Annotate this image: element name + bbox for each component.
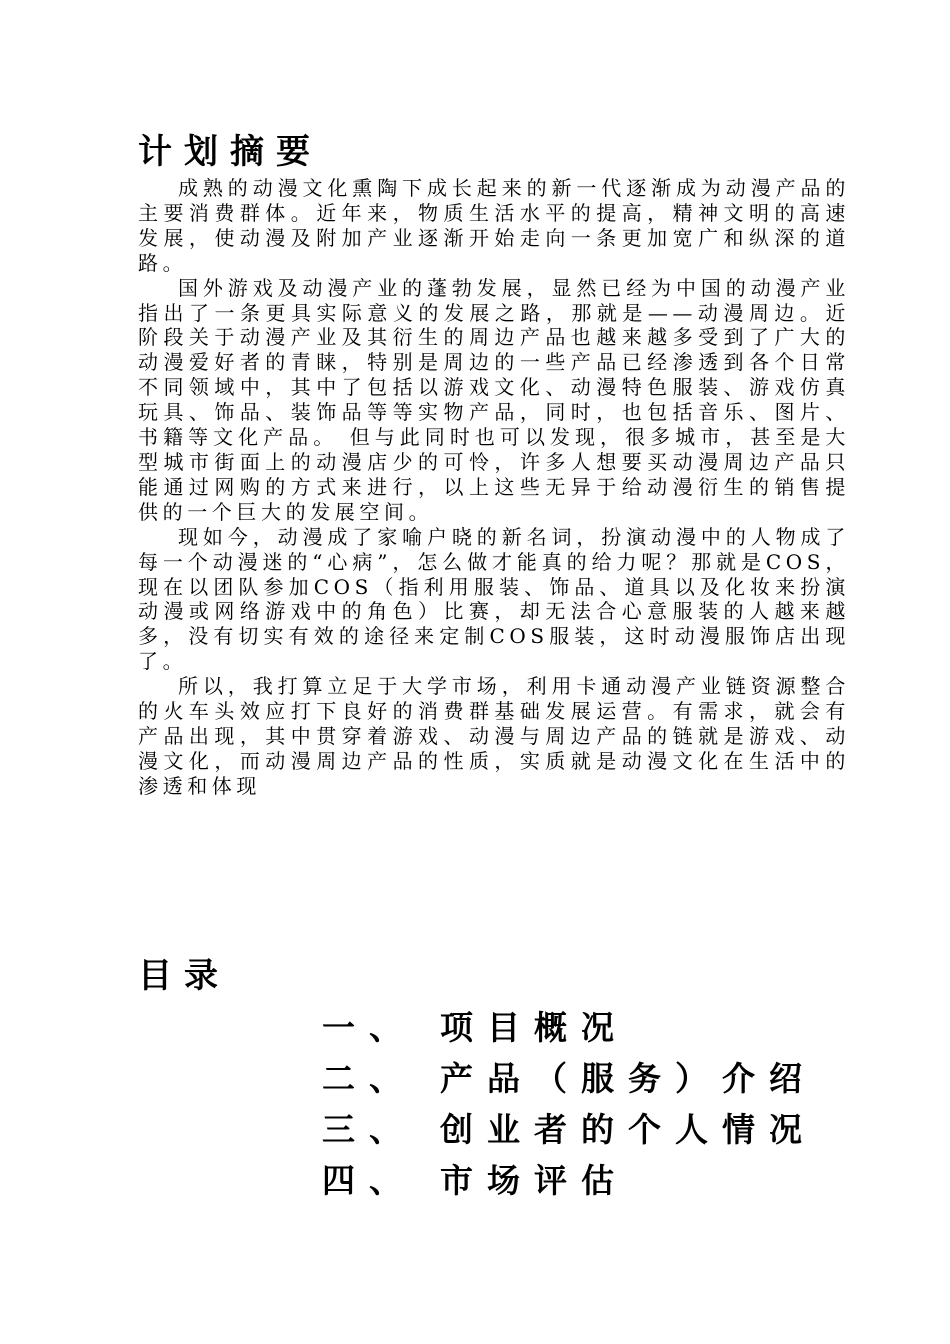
toc-item-label: 产品（服务）介绍 xyxy=(440,1059,816,1098)
summary-heading: 计划摘要 xyxy=(138,132,322,172)
summary-body xyxy=(138,176,850,799)
toc-item-label: 项目概况 xyxy=(440,1008,628,1047)
toc-item-number: 一、 xyxy=(322,1008,416,1047)
table-of-contents xyxy=(322,1000,882,1204)
summary-paragraph-1: 成熟的动漫文化熏陶下成长起来的新一代逐渐成为动漫产品的主要消费群体。近年来，物质生活水平的提高，精神文明的高速发展，使动漫及附加产业逐渐开始走向一条更加宽广和纵深的道路。 xyxy=(138,176,850,275)
toc-item xyxy=(322,1102,882,1153)
summary-paragraph-2: 国外游戏及动漫产业的蓬勃发展，显然已经为中国的动漫产业指出了一条更具实际意义的发展之路，那就是——动漫周边。近阶段关于动漫产业及其衍生的周边产品也越来越多受到了广大的动漫爱好者的青睐，特别是周边的一些产品已经渗透到各个日常不同领域中，其中了包括以游戏文化、动漫特色服装、游戏仿真玩具、饰品、装饰品等等实物产品，同时，也包括音乐、图片、书籍等文化产品。 但与此同时也可以发现，很多城市，甚至是大型城市街面上的动漫店少的可怜，许多人想要买动漫周边产品只能通过网购的方式来进行，以上这些无异于给动漫衍生的销售提供的一个巨大的发展空间。 xyxy=(138,275,850,524)
toc-item-label: 创业者的个人情况 xyxy=(440,1110,816,1149)
toc-item-label: 市场评估 xyxy=(440,1161,628,1200)
toc-item xyxy=(322,1000,882,1051)
toc-heading: 目录 xyxy=(138,956,230,996)
toc-item-number: 三、 xyxy=(322,1110,416,1149)
toc-item-number: 四、 xyxy=(322,1161,416,1200)
summary-paragraph-4: 所以，我打算立足于大学市场，利用卡通动漫产业链资源整合的火车头效应打下良好的消费群基础发展运营。有需求，就会有产品出现，其中贯穿着游戏、动漫与周边产品的链就是游戏、动漫文化，而动漫周边产品的性质，实质就是动漫文化在生活中的渗透和体现 xyxy=(138,674,850,798)
summary-paragraph-3: 现如今，动漫成了家喻户晓的新名词，扮演动漫中的人物成了每一个动漫迷的“心病”，怎么做才能真的给力呢？那就是COS，现在以团队参加COS（指利用服装、饰品、道具以及化妆来扮演动漫或网络游戏中的角色）比赛，却无法合心意服装的人越来越多，没有切实有效的途径来定制COS服装，这时动漫服饰店出现了。 xyxy=(138,524,850,674)
toc-item xyxy=(322,1153,882,1204)
toc-item-number: 二、 xyxy=(322,1059,416,1098)
toc-item xyxy=(322,1051,882,1102)
